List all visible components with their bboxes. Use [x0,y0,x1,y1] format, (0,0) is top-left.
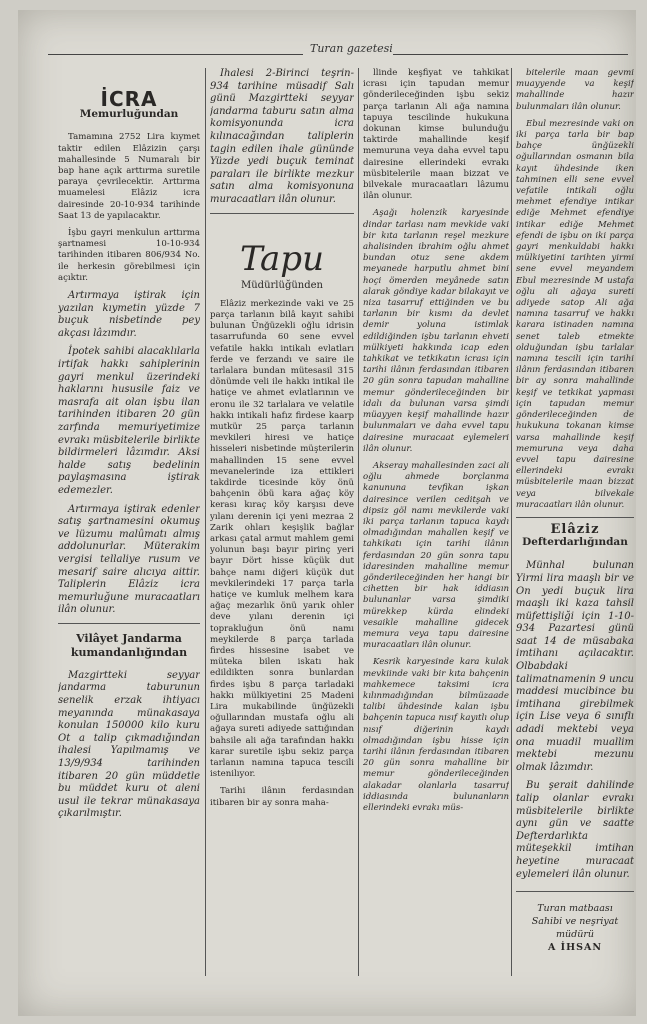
imprint-printer: Turan matbaası [537,903,613,915]
section-divider [516,517,634,518]
tapu-cont-paragraph-2: Aşağı holenzik karyesinde dindar tarlası nam mevkide vaki bir kıta tarlanın reşel mezkure ahalisinden ibrahim oğlu ahmet bundan otuz sene akdem meyanede harputlu ahmet bini hoçi ömerden meyânede satın alarak göndiye kadar bilakayıt ve niza tasarruf ettiğinden ve bu tarlanın bir kısmı da devlet demir yoluna istimlak edildiğinden işbu tarlanın ehveti mülkiyeti hakkında icap eden tahkikat ve tetkikatın icrası için tarihi ilânın ferdasından itibaren 20 gün sonra tapudan mahalline memur gönderileceğinden bir idalı da bulunan varsa şimdi müayyen keşif mahallinde hazır bulunmaları ve daha evvel tapu dairesine muracaat eylemeleri ilân olunur. [363,208,509,454]
header-rule-right [393,54,628,55]
icra-paragraph-5: Artırmaya iştirak edenler satış şartnamesini okumuş ve lüzumu malûmatı almış addolunurlar. Müterakim vergisi tellaliye rusum ve mesarif saire alıcıya aittir. Taliplerin Elâziz icra memurluğune muracaatları ilân olunur. [58,503,200,616]
tapu-subheading: Müdürlüğünden [241,279,323,291]
column-3 [363,68,509,1002]
imprint-name: A İHSAN [547,942,602,954]
jandarma-paragraph-cont: İhalesi 2-Birinci teşrin-934 tarihine müsadif Salı günü Mazgirtteki seyyar jandarma taburu satın alma komisyonunda icra kılınacağından taliplerin tagin edilen ihale gününde Yüzde yedi buçuk teminat paraları ile birlikte mezkur satın alma komisyonuna muracaatları ilân olunur. [210,68,354,205]
jandarma-paragraph: Mazgirtteki seyyar jandarma taburunun senelik erzak ihtiyacı meyanında münakasaya konulan 150000 kilo kuru Ot a talip çıkmadığından ihalesi Yapılmamış ve 13/9/934 tarihinden itibaren 20 gün müddetle bu müddet kuru ot aleni usul ile tekrar münakasaya çıkarılmıştır. [58,669,200,820]
tapu-cont-paragraph-3: Akseray mahallesinden zaci ali oğlu ahmede borçlanma kanununa tevfikan işkan dairesince verilen ceditşah ve dipsiz göl namı mevkilerde vaki iki parça tarlanın tapuca kaydı olmadığından mahallen keşif ve tahkikatı için tarihi ilânın ferdasından 20 gün sonra tapu idaresinden mahalline memur gönderileceğinden her hangi bir cihetten bir hak iddiasın bulunanlar varsa şimdiki mürekkep kürda elindeki vesaikle mahalline gidecek memura veya tapu dairesine muracaatları ilân olunur. [363,460,509,651]
imprint-owner: Sahibi ve neşriyat müdürü [531,916,619,941]
icra-subheading: Memurluğundan [79,108,179,121]
jandarma-heading: Vilâyet Jandarma kumandanlığından [70,631,188,659]
column-divider-3 [511,68,512,976]
section-divider [58,623,200,624]
column-1 [58,68,200,1002]
column-divider-1 [205,68,206,976]
icra-paragraph-4: İpotek sahibi alacaklılarla irtifak hakkı sahiplerinin gayri menkul üzerindeki haklarını hususile faiz ve masrafa ait olan işbu ilan tarihinden itibaren 20 gün zarfında memuriyetimize evrakı müsbitelerile birlikte bildirmeleri lâzımdır. Aksi halde satış bedelinin paylaşmasına iştirak edemezler. [58,346,200,496]
tapu-heading: Tapu [240,238,324,279]
icra-paragraph-2: İşbu gayri menkulun arttırma şartnamesi 10-10-934 tarihinden itibaren 806/934 No. ile herkesin görebilmesi için açıktır. [58,228,200,283]
icra-paragraph-3: Artırmaya iştirak için yazılan kıymetin yüzde 7 buçuk nisbetinde pey akçası lâzımdır. [58,290,200,339]
tapu-cont-paragraph-4: Kesrik karyesinde kara kulak mevkiinde vaki bir kıta bahçenin mahkemece taksimi icra kılınmadığından bilmüzaade talibi ühdesinde kalan işbu bahçenin tapuca nısıf kayıtlı olup nısıf diğerinin kaydı olmadığından işbu hisse için tarihi ilânın ferdasından itibaren 20 gün sonra mahalline bir memur gönderileceğinden alakadar olanlarla tasarruf iddiasında bulunanların ellerindeki evrakı müs- [363,657,509,813]
section-divider [210,213,354,214]
page-header [48,40,628,60]
column-4 [516,68,634,1002]
defterdarlik-paragraph-1: Münhal bulunan Yirmi lira maaşlı bir ve On yedi buçuk lira maaşlı iki kaza tahsil müfettişliği için 1-10-934 Pazartesi günü saat 14 de müsabaka imtihanı açılacaktır. Olbabdaki talimatnamenin 9 uncu maddesi mucibince bu imtihana girebilmek için Lise veya 6 sınıflı adadi mektebi veya ona muadil muallim mektebi mezunu olmak lâzımdır. [516,560,634,773]
tapu-cont-paragraph-6: Ebul mezresinde vaki on iki parça tarla bir bap bahçe ünğüzekli oğullarından osmanın bila kayıt ühdesinde iken tahminen elli sene evvel vefatile intikali oğlu mehmet efendiye intikar ediğe Mehmet efendiye intikar ediğe Mehmet efendi de işbu on iki parça gayri menkuldabi hakkı mülkiyetini tarihten yirmi sene evvel meyandem Ebul mezresinde M ustafa oğlu ali ağaya sureti adiyede satop Ali ağa namına tasarruf ve hakkı karara istinaden namına senet taleb etmekte olduğundan işbu tarlalar namına tescili için tarihi ilânın ferdasından itibaren bir ay sonra mahallinde keşif ve tetkikat yapması için tapudan memur gönderileceğinden de hukukuna tokanan kimse varsa mahallinde keşif memuruna veya daha evvel tapu dairesine ellerindeki evrakı müsbitelerile maan bizzat veya bilvekale muracaatları ilân olunur. [516,118,634,510]
header-rule-left [48,54,303,55]
defterdarlik-subheading: Defterdarlığından [522,536,628,549]
icra-paragraph-1: Tamamına 2752 Lira kıymet taktir edilen Elâzizin çarşı mahallesinde 5 Numaralı bir bap hane açık arttırma suretile paraya çevrilecektir. Arttırma muamelesi Elâziz icra dairesinde 20-10-934 tarihinde Saat 13 de yapılacaktır. [58,132,200,221]
defterdarlik-paragraph-2: Bu şerait dahilinde talip olanlar evrakı müsbitelerile birlikte aynı gün ve saatte Defterdarlıkta müteşekkil imtihan heyetine muracaat eylemeleri ilân olunur. [516,780,634,880]
defterdarlik-heading: Elâziz [550,521,600,537]
column-divider-2 [358,68,359,976]
newspaper-title: Turan gazetesi [310,42,393,55]
newspaper-page [18,10,636,1016]
icra-heading: İCRA [100,87,158,111]
imprint-box [516,891,634,954]
tapu-paragraph-2: Tarihi ilânın ferdasından itibaren bir ay sonra maha- [210,786,354,808]
column-2 [210,68,354,1002]
tapu-paragraph-1: Elâziz merkezinde vaki ve 25 parça tarlanın bilâ kayıt sahibi bulunan Ünğüzekli oğlu idrisin tasarrufunda 60 sene evvel vefatile hakkı intikalı evlatları ferde ve ferzandı ve saire ile tarlalara bundan mütesasil 315 dönümde veli ile hakkı intikal ile hatiçe ve ahmet evlatlarının ve eronu ile 32 tarlalara ve velatile hakkı intikali hafız firdese kaarp mutkür 25 parça tarlanın mevkileri hiresi ve hatiçe hisseleri nisbetinde müşterilerin mahallinden 15 sene evvel mevanelerinde iza ettikleri takdirde ticesinde köy önü bahçenin öbü kara ağaç köy kerası kıraç köy karşısı deve yılanı derenin içi yeni mezraa 2 Zarik ohları keşişlik bağlar arkası çatal armut mahlem gemi yolunun başı bayır pirinç yeri bayır Dört hisse küçük dut bahçe namı diğeri küçük dut mevkilerindeki 17 parça tarla hatiçe ve kumluk melhem kara ağaç mezarlık önü yarık ohler deve yılanı derenin içi toprakluğun önü namı meykilerde 8 parça tarlada firdes hissesine isabet ve müteka bilen iskatı hak edildikten sonra bunlardan firdes işbu 8 parça tarladaki hakkı mülkiyetini 25 Madeni Lira mukabilinde ünğüzekli oğullarından mustafa oğlu ali ağaya sureti adiyede sattığından bahsile ali ağa tarafından hakkı karar suretile işbu sekiz parça tarlanın namına tapuca tescili istenilıyor. [210,298,354,780]
tapu-cont-paragraph-5: bitelerile maan gevmi muayyende va keşif mahallinde hazır bulunmaları ilân olunur. [516,68,634,112]
tapu-cont-paragraph-1: llinde keşfiyat ve tahkikat icrası için tapudan memur gönderileceğinden işbu sekiz parça tarlanın Ali ağa namına tapuya tescilinde hukukuna dokunan kimse bulunduğu taktirde mahallinde keşif memuruna veya daha evvel tapu dairesine ellerindeki evrakı müsbitelerile maan bizzat ve bilvekale muracaatları lâzumu ilân olunur. [363,68,509,202]
